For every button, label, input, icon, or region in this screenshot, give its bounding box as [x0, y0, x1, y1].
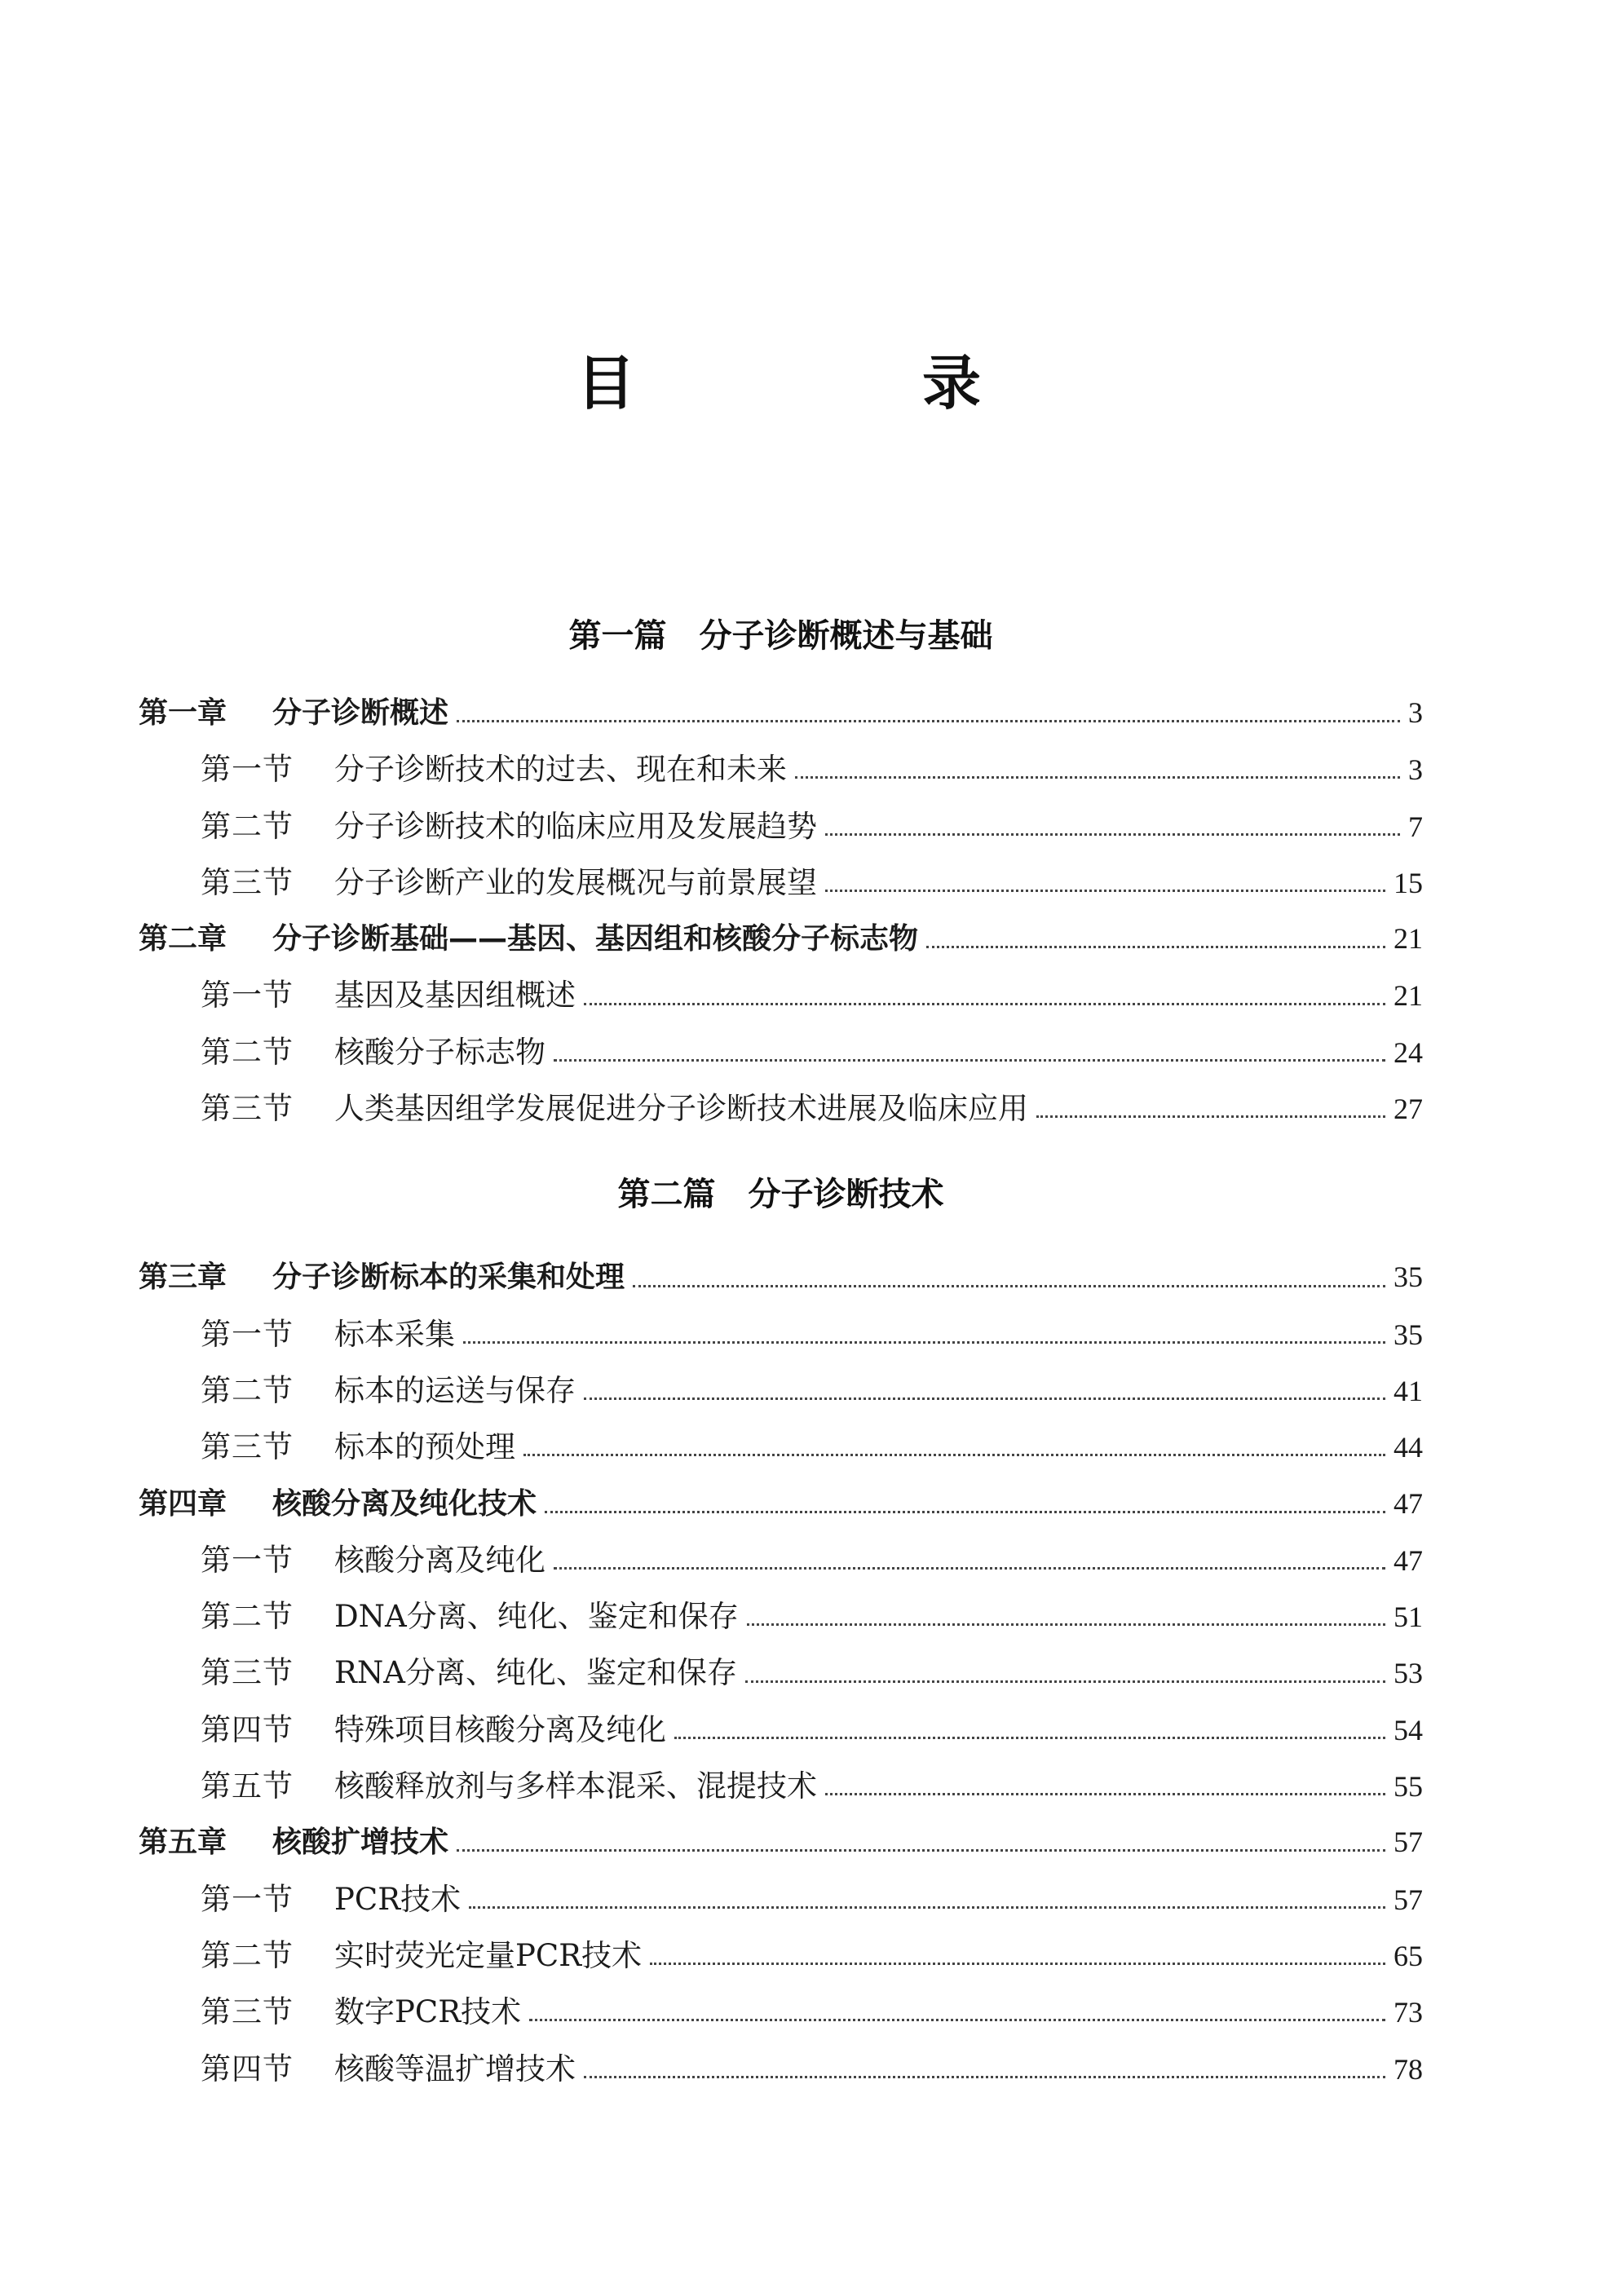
toc-section[interactable]: [139, 854, 1423, 911]
dot-leader: [523, 1454, 1385, 1456]
section-title: 特殊项目核酸分离及纯化: [334, 1711, 666, 1747]
dot-leader: [650, 1963, 1385, 1965]
page-number: 24: [1394, 1035, 1423, 1069]
toc-chapter-1[interactable]: [139, 685, 1423, 741]
toc-section[interactable]: [139, 1080, 1423, 1137]
chapter-number: 第一章: [139, 696, 227, 730]
page-number: 53: [1394, 1657, 1423, 1690]
part-heading: 第二篇 分子诊断技术: [617, 1175, 944, 1214]
toc-section[interactable]: [139, 1645, 1423, 1701]
dot-leader: [745, 1680, 1385, 1683]
toc-section[interactable]: [139, 1927, 1423, 1984]
dot-leader: [747, 1623, 1385, 1626]
toc-section[interactable]: [139, 2041, 1423, 2097]
section-title: 标本的预处理: [334, 1429, 515, 1465]
section-title: 核酸分子标志物: [334, 1034, 545, 1070]
section-number: 第二节: [201, 1937, 294, 1973]
toc-section[interactable]: [139, 1588, 1423, 1645]
dot-leader: [795, 776, 1400, 779]
dot-leader: [1036, 1115, 1385, 1118]
section-title: 标本采集: [334, 1316, 455, 1352]
dot-leader: [457, 1849, 1385, 1852]
page-number: 3: [1408, 696, 1423, 729]
section-title: PCR技术: [334, 1881, 462, 1917]
page-number: 21: [1394, 922, 1423, 956]
section-number: 第二节: [201, 808, 294, 844]
page-number: 7: [1408, 810, 1423, 843]
dot-leader: [825, 1793, 1385, 1795]
toc-chapter-4[interactable]: [139, 1476, 1423, 1532]
page-number: 44: [1394, 1431, 1423, 1464]
section-title: 分子诊断技术的临床应用及发展趋势: [334, 808, 817, 844]
toc-section[interactable]: [139, 1532, 1423, 1588]
dot-leader: [926, 946, 1385, 948]
section-number: 第二节: [201, 1372, 294, 1408]
toc-section[interactable]: [139, 1362, 1423, 1419]
section-number: 第三节: [201, 864, 294, 900]
section-number: 第一节: [201, 978, 294, 1013]
toc-section[interactable]: [139, 1871, 1423, 1927]
dot-leader: [584, 1397, 1385, 1400]
chapter-title: 分子诊断概述: [272, 696, 449, 730]
section-title: 实时荧光定量PCR技术: [334, 1937, 643, 1973]
section-number: 第二节: [201, 1599, 294, 1635]
dot-leader: [633, 1285, 1385, 1287]
chapter-title: 分子诊断标本的采集和处理: [272, 1261, 625, 1295]
page-number: 35: [1394, 1318, 1423, 1351]
dot-leader: [825, 833, 1400, 836]
page-number: 78: [1394, 2052, 1423, 2086]
section-number: 第一节: [201, 752, 294, 788]
toc-chapter-3[interactable]: [139, 1249, 1423, 1305]
dot-leader: [825, 890, 1385, 892]
page-number: 35: [1394, 1261, 1423, 1294]
section-number: 第三节: [201, 1091, 294, 1127]
section-number: 第一节: [201, 1881, 294, 1917]
chapter-number: 第二章: [139, 922, 227, 956]
toc-section[interactable]: [139, 1758, 1423, 1814]
dot-leader: [545, 1511, 1385, 1513]
page-number: 3: [1408, 753, 1423, 787]
toc-section[interactable]: [139, 1702, 1423, 1758]
toc-chapter-5[interactable]: [139, 1814, 1423, 1870]
chapter-number: 第五章: [139, 1826, 227, 1860]
section-number: 第四节: [201, 2051, 294, 2086]
section-number: 第三节: [201, 1429, 294, 1465]
section-title: DNA分离、纯化、鉴定和保存: [334, 1599, 739, 1635]
dot-leader: [554, 1567, 1385, 1570]
toc-section[interactable]: [139, 798, 1423, 854]
page-number: 57: [1394, 1826, 1423, 1859]
page-number: 73: [1394, 1996, 1423, 2029]
page-title: 目 录: [576, 349, 1095, 417]
chapter-title: 核酸扩增技术: [272, 1826, 449, 1860]
dot-leader: [457, 720, 1400, 722]
page-number: 65: [1394, 1939, 1423, 1972]
page-number: 27: [1394, 1093, 1423, 1126]
toc-section[interactable]: [139, 1024, 1423, 1080]
toc-section[interactable]: [139, 741, 1423, 797]
page-number: 51: [1394, 1601, 1423, 1634]
page-number: 54: [1394, 1713, 1423, 1746]
page-number: 55: [1394, 1770, 1423, 1804]
section-number: 第一节: [201, 1316, 294, 1352]
section-number: 第三节: [201, 1655, 294, 1691]
section-title: 数字PCR技术: [334, 1994, 522, 2030]
dot-leader: [469, 1906, 1385, 1909]
section-title: 分子诊断技术的过去、现在和未来: [334, 752, 787, 788]
dot-leader: [463, 1341, 1385, 1344]
dot-leader: [584, 2076, 1385, 2078]
dot-leader: [529, 2019, 1385, 2021]
page-number: 47: [1394, 1486, 1423, 1520]
section-title: 核酸分离及纯化: [334, 1542, 545, 1578]
section-title: 核酸等温扩增技术: [334, 2051, 576, 2086]
toc-section[interactable]: [139, 1419, 1423, 1475]
toc-section[interactable]: [139, 967, 1423, 1023]
section-title: 基因及基因组概述: [334, 978, 576, 1013]
section-title: 标本的运送与保存: [334, 1372, 576, 1408]
section-title: 人类基因组学发展促进分子诊断技术进展及临床应用: [334, 1091, 1028, 1127]
page-number: 21: [1394, 979, 1423, 1013]
section-number: 第四节: [201, 1711, 294, 1747]
section-number: 第三节: [201, 1994, 294, 2030]
part-heading: 第一篇 分子诊断概述与基础: [568, 616, 993, 655]
section-title: RNA分离、纯化、鉴定和保存: [334, 1655, 737, 1691]
section-number: 第五节: [201, 1768, 294, 1804]
section-number: 第二节: [201, 1034, 294, 1070]
section-title: 分子诊断产业的发展概况与前景展望: [334, 864, 817, 900]
dot-leader: [554, 1059, 1385, 1062]
table-of-contents: [139, 571, 1423, 2097]
toc-section[interactable]: [139, 1306, 1423, 1362]
chapter-title: 分子诊断基础——基因、基因组和核酸分子标志物: [272, 922, 919, 956]
dot-leader: [674, 1737, 1385, 1739]
section-number: 第一节: [201, 1542, 294, 1578]
page-number: 15: [1394, 866, 1423, 899]
chapter-number: 第四章: [139, 1486, 227, 1521]
chapter-number: 第三章: [139, 1261, 227, 1295]
chapter-title: 核酸分离及纯化技术: [272, 1486, 537, 1521]
toc-chapter-2[interactable]: [139, 911, 1423, 967]
toc-section[interactable]: [139, 1984, 1423, 2040]
page-number: 57: [1394, 1883, 1423, 1916]
page-number: 47: [1394, 1543, 1423, 1577]
section-title: 核酸释放剂与多样本混采、混提技术: [334, 1768, 817, 1804]
dot-leader: [584, 1003, 1385, 1005]
page-number: 41: [1394, 1374, 1423, 1407]
